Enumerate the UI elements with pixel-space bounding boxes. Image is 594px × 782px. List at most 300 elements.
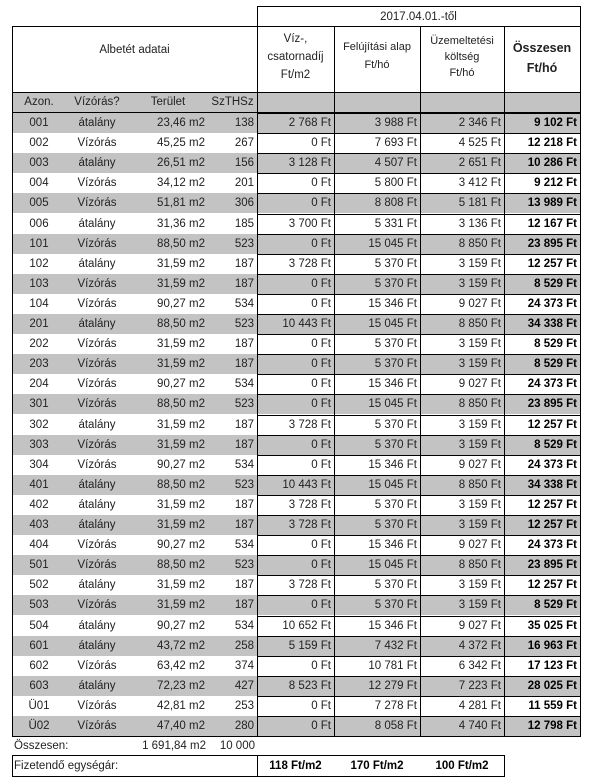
osszesen-header-label: Összesen — [512, 41, 572, 55]
cell-terulet: 88,50 m2 — [157, 237, 205, 250]
cell-szthsz: 187 — [234, 358, 254, 371]
cell-viz: 0 Ft — [311, 720, 331, 732]
cell-vizoras: Vízórás — [77, 438, 117, 451]
cell-terulet: 90,27 m2 — [157, 458, 205, 471]
border-header-top — [12, 26, 581, 27]
cell-azon: 601 — [29, 639, 49, 652]
cell-osszesen: 9 102 Ft — [534, 117, 577, 129]
cell-vizoras: Vízórás — [77, 338, 117, 351]
albetet-header: Albetét adatai — [99, 44, 170, 56]
cell-osszesen: 12 257 Ft — [527, 519, 577, 531]
cell-osszesen: 12 218 Ft — [527, 137, 577, 150]
cell-szthsz: 534 — [234, 297, 254, 310]
row-divider — [257, 415, 581, 416]
row-divider — [257, 616, 581, 617]
cell-uzemeltetesi: 3 159 Ft — [458, 257, 501, 270]
cell-uzemeltetesi: 3 159 Ft — [458, 338, 501, 351]
cell-uzemeltetesi: 2 346 Ft — [458, 117, 501, 129]
row-divider — [257, 736, 581, 737]
cell-viz: 5 159 Ft — [288, 639, 331, 652]
cell-felujitasi: 5 370 Ft — [374, 438, 417, 451]
cell-azon: 202 — [29, 338, 49, 351]
row-divider — [257, 254, 581, 255]
cell-felujitasi: 5 370 Ft — [374, 257, 417, 270]
cell-vizoras: átalány — [78, 157, 116, 170]
cell-uzemeltetesi: 3 136 Ft — [458, 217, 501, 230]
cell-felujitasi: 15 045 Ft — [368, 478, 417, 491]
cell-uzemeltetesi: 8 850 Ft — [458, 559, 501, 572]
cell-felujitasi: 4 507 Ft — [374, 157, 417, 170]
cell-szthsz: 306 — [234, 197, 254, 210]
border-top — [257, 6, 581, 7]
cell-felujitasi: 5 370 Ft — [374, 418, 417, 431]
column-header-szthsz: SzTHSz — [211, 96, 254, 108]
cell-vizoras: átalány — [78, 478, 116, 491]
row-divider — [257, 575, 581, 576]
cell-szthsz: 201 — [234, 177, 254, 190]
unit-price-uzemeltetesi: 100 Ft/m2 — [435, 760, 489, 772]
cell-osszesen: 34 338 Ft — [527, 478, 577, 491]
row-divider — [257, 334, 581, 335]
cell-terulet: 90,27 m2 — [157, 297, 205, 310]
cell-szthsz: 253 — [234, 699, 254, 712]
cell-vizoras: átalány — [78, 679, 116, 692]
cell-osszesen: 24 373 Ft — [527, 378, 577, 391]
column-header-azon: Azon. — [24, 96, 54, 108]
row-divider — [257, 515, 581, 516]
cell-szthsz: 185 — [234, 217, 254, 230]
cell-azon: 503 — [29, 599, 49, 612]
cell-azon: 303 — [29, 438, 49, 451]
cell-viz: 3 728 Ft — [288, 418, 331, 431]
cell-uzemeltetesi: 7 223 Ft — [458, 679, 501, 692]
cell-azon: Ü01 — [28, 699, 50, 712]
cell-szthsz: 267 — [234, 137, 254, 150]
totals-terulet: 1 691,84 m2 — [142, 740, 206, 752]
cell-szthsz: 187 — [234, 277, 254, 290]
cell-szthsz: 156 — [234, 157, 254, 170]
cell-terulet: 31,59 m2 — [157, 599, 205, 612]
border-subheader-top — [12, 92, 581, 93]
cell-terulet: 23,46 m2 — [157, 117, 205, 129]
cell-viz: 0 Ft — [311, 177, 331, 190]
row-divider — [257, 636, 581, 637]
cell-viz: 10 652 Ft — [282, 619, 331, 632]
cell-uzemeltetesi: 9 027 Ft — [458, 378, 501, 391]
cell-uzemeltetesi: 9 027 Ft — [458, 619, 501, 632]
cell-viz: 3 728 Ft — [288, 579, 331, 592]
unit-price-top — [12, 755, 505, 756]
cell-vizoras: átalány — [78, 619, 116, 632]
cell-azon: 501 — [29, 559, 49, 572]
uzemeltetesi-header-unit: Ft/hó — [449, 67, 475, 79]
cell-viz: 10 443 Ft — [282, 478, 331, 491]
cell-azon: 201 — [29, 318, 49, 330]
cell-vizoras: átalány — [78, 639, 116, 652]
cell-uzemeltetesi: 8 850 Ft — [458, 478, 501, 491]
cell-azon: 302 — [29, 418, 49, 431]
cell-azon: 203 — [29, 358, 49, 371]
cell-szthsz: 534 — [234, 619, 254, 632]
cell-vizoras: átalány — [78, 498, 116, 511]
cell-uzemeltetesi: 9 027 Ft — [458, 458, 501, 471]
cell-viz: 0 Ft — [311, 659, 331, 672]
cell-azon: 603 — [29, 679, 49, 692]
cell-szthsz: 187 — [234, 438, 254, 451]
cell-osszesen: 24 373 Ft — [527, 458, 577, 471]
cell-osszesen: 28 025 Ft — [527, 679, 577, 692]
row-divider — [257, 676, 581, 677]
row-divider — [257, 193, 581, 194]
column-header-vizoras: Vízórás? — [74, 96, 120, 108]
cell-uzemeltetesi: 9 027 Ft — [458, 539, 501, 552]
cell-azon: 003 — [29, 157, 49, 170]
felujitasi-header-unit: Ft/hó — [364, 59, 390, 71]
cell-terulet: 63,42 m2 — [157, 659, 205, 672]
cell-szthsz: 427 — [234, 679, 254, 692]
row-divider — [257, 475, 581, 476]
cell-felujitasi: 15 346 Ft — [368, 619, 417, 632]
cell-uzemeltetesi: 8 850 Ft — [458, 237, 501, 250]
cell-azon: 602 — [29, 659, 49, 672]
cell-osszesen: 12 798 Ft — [527, 720, 577, 732]
cell-vizoras: átalány — [78, 117, 116, 129]
cell-felujitasi: 5 370 Ft — [374, 277, 417, 290]
cell-osszesen: 12 257 Ft — [527, 579, 577, 592]
cell-viz: 2 768 Ft — [288, 117, 331, 129]
cell-felujitasi: 3 988 Ft — [374, 117, 417, 129]
cell-azon: 304 — [29, 458, 49, 471]
cell-osszesen: 24 373 Ft — [527, 539, 577, 552]
cell-uzemeltetesi: 6 342 Ft — [458, 659, 501, 672]
row-divider — [257, 555, 581, 556]
cell-vizoras: Vízórás — [77, 277, 117, 290]
cell-terulet: 88,50 m2 — [157, 559, 205, 572]
cell-vizoras: Vízórás — [77, 237, 117, 250]
border-right — [580, 6, 581, 737]
cell-osszesen: 23 895 Ft — [527, 559, 577, 572]
cell-szthsz: 187 — [234, 519, 254, 531]
cell-felujitasi: 15 346 Ft — [368, 539, 417, 552]
cell-felujitasi: 5 370 Ft — [374, 519, 417, 531]
cell-osszesen: 10 286 Ft — [527, 157, 577, 170]
cell-vizoras: Vízórás — [77, 378, 117, 391]
cell-felujitasi: 7 693 Ft — [374, 137, 417, 150]
cell-viz: 0 Ft — [311, 378, 331, 391]
cell-viz: 0 Ft — [311, 358, 331, 371]
cell-felujitasi: 5 370 Ft — [374, 358, 417, 371]
cell-uzemeltetesi: 8 850 Ft — [458, 318, 501, 330]
cell-uzemeltetesi: 3 159 Ft — [458, 438, 501, 451]
cell-azon: 004 — [29, 177, 49, 190]
cell-azon: 402 — [29, 498, 49, 511]
row-divider — [257, 535, 581, 536]
cell-osszesen: 12 167 Ft — [527, 217, 577, 230]
cell-vizoras: átalány — [78, 217, 116, 230]
cell-uzemeltetesi: 9 027 Ft — [458, 297, 501, 310]
unit-price-felujitasi: 170 Ft/m2 — [350, 760, 404, 772]
row-divider — [257, 234, 581, 235]
viz-header-unit: Ft/m2 — [280, 69, 311, 81]
cell-azon: 204 — [29, 378, 49, 391]
cell-viz: 0 Ft — [311, 438, 331, 451]
cell-felujitasi: 15 045 Ft — [368, 237, 417, 250]
cell-viz: 8 523 Ft — [288, 679, 331, 692]
row-divider — [257, 495, 581, 496]
cell-felujitasi: 5 370 Ft — [374, 338, 417, 351]
row-divider — [257, 133, 581, 134]
cell-viz: 3 728 Ft — [288, 519, 331, 531]
cell-terulet: 88,50 m2 — [157, 398, 205, 411]
cell-terulet: 31,59 m2 — [157, 498, 205, 511]
viz-header-label: Víz-, csatornadíj — [267, 33, 324, 63]
cell-terulet: 31,59 m2 — [157, 438, 205, 451]
cell-viz: 0 Ft — [311, 338, 331, 351]
cell-osszesen: 13 989 Ft — [527, 197, 577, 210]
cell-uzemeltetesi: 3 159 Ft — [458, 519, 501, 531]
cell-felujitasi: 5 370 Ft — [374, 498, 417, 511]
cell-osszesen: 24 373 Ft — [527, 297, 577, 310]
cell-uzemeltetesi: 4 281 Ft — [458, 699, 501, 712]
cell-felujitasi: 5 370 Ft — [374, 599, 417, 612]
cell-terulet: 90,27 m2 — [157, 619, 205, 632]
cell-azon: 103 — [29, 277, 49, 290]
row-divider — [257, 716, 581, 717]
cell-osszesen: 8 529 Ft — [534, 338, 577, 351]
cell-szthsz: 187 — [234, 257, 254, 270]
cell-felujitasi: 5 331 Ft — [374, 217, 417, 230]
row-divider — [257, 435, 581, 436]
border-left — [12, 26, 13, 737]
column-header-terulet: Terület — [150, 96, 186, 108]
cell-azon: 502 — [29, 579, 49, 592]
cell-szthsz: 523 — [234, 559, 254, 572]
cell-azon: 404 — [29, 539, 49, 552]
cell-osszesen: 11 559 Ft — [528, 699, 577, 712]
cell-azon: 403 — [29, 519, 49, 531]
cell-terulet: 45,25 m2 — [157, 137, 205, 150]
date-header: 2017.04.01.-től — [380, 11, 457, 23]
cell-vizoras: Vízórás — [77, 177, 117, 190]
cell-szthsz: 523 — [234, 318, 254, 330]
cell-osszesen: 34 338 Ft — [527, 318, 577, 330]
cell-terulet: 31,36 m2 — [157, 217, 205, 230]
cell-vizoras: átalány — [78, 418, 116, 431]
cell-vizoras: Vízórás — [77, 599, 117, 612]
row-divider — [257, 595, 581, 596]
unit-price-bottom — [12, 776, 505, 777]
cell-uzemeltetesi: 8 850 Ft — [458, 398, 501, 411]
cell-felujitasi: 15 346 Ft — [368, 378, 417, 391]
cell-viz: 0 Ft — [311, 237, 331, 250]
cell-szthsz: 187 — [234, 498, 254, 511]
cell-felujitasi: 15 045 Ft — [368, 559, 417, 572]
unit-price-viz: 118 Ft/m2 — [269, 760, 322, 772]
cell-azon: 005 — [29, 197, 49, 210]
row-divider — [257, 374, 581, 375]
cell-szthsz: 523 — [234, 237, 254, 250]
cell-viz: 0 Ft — [311, 559, 331, 572]
cell-szthsz: 534 — [234, 539, 254, 552]
cell-osszesen: 8 529 Ft — [534, 438, 577, 451]
cell-terulet: 34,12 m2 — [157, 177, 205, 190]
unit-price-left — [12, 755, 13, 777]
totals-szthsz: 10 000 — [219, 740, 255, 752]
row-divider — [257, 173, 581, 174]
cell-osszesen: 16 963 Ft — [527, 639, 577, 652]
cell-vizoras: Vízórás — [77, 659, 117, 672]
cell-viz: 0 Ft — [311, 277, 331, 290]
cell-osszesen: 12 257 Ft — [527, 418, 577, 431]
cell-vizoras: Vízórás — [77, 398, 117, 411]
cell-osszesen: 8 529 Ft — [534, 358, 577, 371]
cell-uzemeltetesi: 3 159 Ft — [458, 418, 501, 431]
cell-viz: 10 443 Ft — [282, 318, 331, 330]
cell-azon: 301 — [29, 398, 49, 411]
cell-azon: 006 — [29, 217, 49, 230]
cell-viz: 0 Ft — [311, 699, 331, 712]
cell-azon: 102 — [29, 257, 49, 270]
row-divider — [257, 294, 581, 295]
cell-vizoras: Vízórás — [77, 458, 117, 471]
cell-azon: 002 — [29, 137, 49, 150]
cell-osszesen: 35 025 Ft — [527, 619, 577, 632]
cell-vizoras: átalány — [78, 318, 116, 330]
cell-uzemeltetesi: 3 159 Ft — [458, 277, 501, 290]
cell-viz: 0 Ft — [311, 539, 331, 552]
cell-felujitasi: 10 781 Ft — [368, 659, 417, 672]
cell-felujitasi: 8 808 Ft — [374, 197, 417, 210]
cell-osszesen: 17 123 Ft — [527, 659, 577, 672]
unit-price-right — [504, 755, 505, 777]
cell-viz: 3 728 Ft — [288, 257, 331, 270]
cell-uzemeltetesi: 4 372 Ft — [458, 639, 501, 652]
row-divider — [257, 394, 581, 395]
cell-vizoras: Vízórás — [77, 699, 117, 712]
cell-uzemeltetesi: 3 412 Ft — [458, 177, 501, 190]
cell-viz: 0 Ft — [311, 458, 331, 471]
cell-szthsz: 187 — [234, 579, 254, 592]
cell-uzemeltetesi: 3 159 Ft — [458, 599, 501, 612]
row-divider — [257, 696, 581, 697]
cell-terulet: 88,50 m2 — [157, 318, 205, 330]
cell-terulet: 51,81 m2 — [157, 197, 205, 210]
cell-felujitasi: 15 346 Ft — [368, 458, 417, 471]
cell-osszesen: 23 895 Ft — [527, 237, 577, 250]
cell-azon: 401 — [29, 478, 49, 491]
viz-header — [257, 30, 334, 94]
cell-felujitasi: 8 058 Ft — [374, 720, 417, 732]
cell-azon: 104 — [29, 297, 49, 310]
cell-vizoras: átalány — [78, 579, 116, 592]
cell-felujitasi: 15 045 Ft — [368, 398, 417, 411]
cell-terulet: 31,59 m2 — [157, 579, 205, 592]
row-divider — [257, 214, 581, 215]
row-divider — [257, 354, 581, 355]
osszesen-header — [504, 38, 580, 88]
unit-price-divider — [257, 755, 258, 777]
cell-uzemeltetesi: 5 181 Ft — [458, 197, 501, 210]
cell-viz: 0 Ft — [311, 599, 331, 612]
cell-viz: 0 Ft — [311, 398, 331, 411]
cell-terulet: 31,59 m2 — [157, 257, 205, 270]
cell-viz: 0 Ft — [311, 197, 331, 210]
cell-szthsz: 523 — [234, 398, 254, 411]
cell-felujitasi: 15 346 Ft — [368, 297, 417, 310]
cell-azon: 101 — [29, 237, 49, 250]
cell-terulet: 43,72 m2 — [157, 639, 205, 652]
cell-vizoras: Vízórás — [77, 137, 117, 150]
cell-viz: 3 128 Ft — [288, 157, 331, 170]
cell-szthsz: 187 — [234, 418, 254, 431]
cell-felujitasi: 15 045 Ft — [368, 318, 417, 330]
cell-szthsz: 258 — [234, 639, 254, 652]
cell-osszesen: 9 212 Ft — [534, 177, 577, 190]
cell-osszesen: 23 895 Ft — [527, 398, 577, 411]
totals-label: Összesen: — [14, 740, 69, 752]
cell-szthsz: 187 — [234, 599, 254, 612]
cell-uzemeltetesi: 3 159 Ft — [458, 498, 501, 511]
cell-viz: 0 Ft — [311, 297, 331, 310]
border-col-viz — [257, 6, 258, 737]
cell-osszesen: 12 257 Ft — [527, 257, 577, 270]
cell-vizoras: átalány — [78, 257, 116, 270]
cell-vizoras: Vízórás — [77, 297, 117, 310]
cell-felujitasi: 7 432 Ft — [374, 639, 417, 652]
cell-vizoras: Vízórás — [77, 559, 117, 572]
cell-azon: 504 — [29, 619, 49, 632]
cell-osszesen: 12 257 Ft — [527, 498, 577, 511]
cell-uzemeltetesi: 2 651 Ft — [458, 157, 501, 170]
row-divider — [257, 455, 581, 456]
cell-szthsz: 280 — [234, 720, 254, 732]
cell-vizoras: Vízórás — [77, 197, 117, 210]
cell-terulet: 72,23 m2 — [157, 679, 205, 692]
cell-osszesen: 8 529 Ft — [534, 277, 577, 290]
cell-terulet: 42,81 m2 — [157, 699, 205, 712]
cell-azon: 001 — [29, 117, 49, 129]
cell-vizoras: Vízórás — [77, 720, 117, 732]
uzemeltetesi-header-label: Üzemeltetési költség — [430, 35, 494, 63]
cell-terulet: 90,27 m2 — [157, 539, 205, 552]
uzemeltetesi-header — [420, 33, 504, 93]
cell-terulet: 47,40 m2 — [157, 720, 205, 732]
unit-price-label: Fizetendő egységár: — [14, 760, 119, 772]
row-divider — [257, 113, 581, 114]
cell-szthsz: 187 — [234, 338, 254, 351]
cell-felujitasi: 12 279 Ft — [368, 679, 417, 692]
row-divider — [257, 153, 581, 154]
cell-terulet: 31,59 m2 — [157, 358, 205, 371]
cell-terulet: 26,51 m2 — [157, 157, 205, 170]
cell-terulet: 31,59 m2 — [157, 277, 205, 290]
cell-viz: 3 700 Ft — [288, 217, 331, 230]
cell-szthsz: 534 — [234, 458, 254, 471]
cell-terulet: 88,50 m2 — [157, 478, 205, 491]
cell-terulet: 31,59 m2 — [157, 338, 205, 351]
cell-vizoras: Vízórás — [77, 539, 117, 552]
row-divider — [257, 274, 581, 275]
cell-felujitasi: 5 800 Ft — [374, 177, 417, 190]
cell-terulet: 90,27 m2 — [157, 378, 205, 391]
row-divider — [257, 656, 581, 657]
cell-szthsz: 374 — [234, 659, 254, 672]
cell-uzemeltetesi: 4 525 Ft — [458, 137, 501, 150]
felujitasi-header-label: Felújítási alap — [343, 41, 411, 53]
cell-uzemeltetesi: 4 740 Ft — [458, 720, 501, 732]
cell-vizoras: Vízórás — [77, 358, 117, 371]
row-divider — [257, 314, 581, 315]
